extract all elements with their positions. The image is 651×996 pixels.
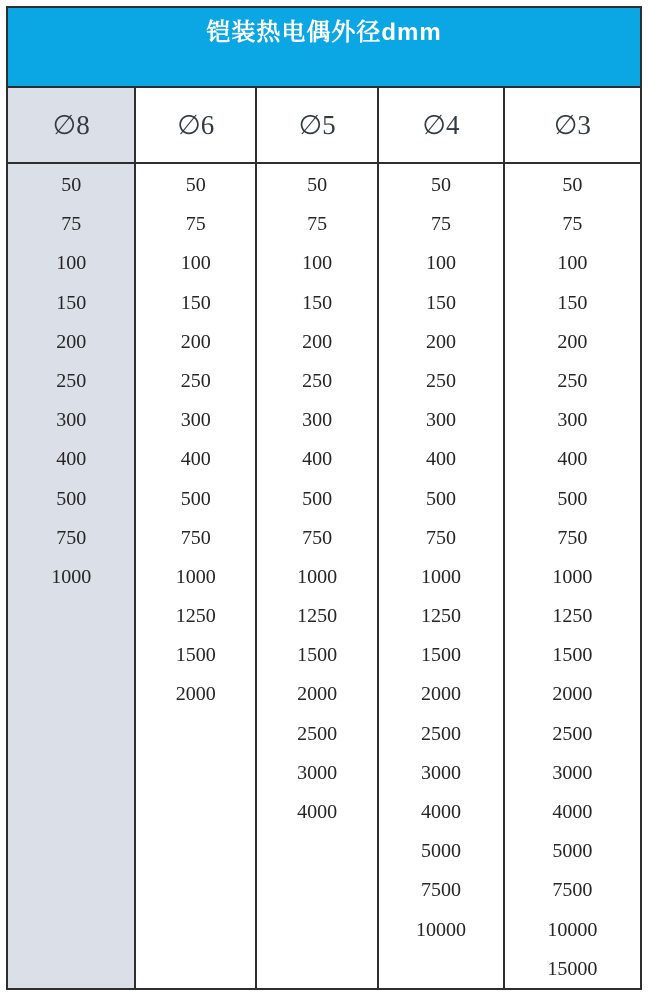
table-cell: 1250 xyxy=(552,605,593,628)
table-cell: 4000 xyxy=(552,801,593,823)
table-column-1 xyxy=(8,88,134,988)
table-cell: 5000 xyxy=(420,840,461,863)
table-cell: 150 xyxy=(302,291,333,314)
table-cell: 250 xyxy=(557,369,588,392)
table-cell: 50 xyxy=(562,174,583,196)
table-cell: 100 xyxy=(302,252,333,275)
table-cell: 300 xyxy=(557,409,588,432)
table-cell: 2500 xyxy=(420,722,461,745)
column-body xyxy=(8,164,134,988)
table-cell: 150 xyxy=(557,291,588,314)
table-cell: 75 xyxy=(430,213,451,236)
table-cell: 100 xyxy=(425,252,456,275)
table-cell: 1000 xyxy=(420,565,461,588)
table-cell: 10000 xyxy=(547,918,598,941)
table-cell: 750 xyxy=(557,526,588,549)
table-cell: 750 xyxy=(425,526,456,549)
table-cell: 4000 xyxy=(420,801,461,823)
table-cell: 100 xyxy=(557,252,588,275)
table-cell: 750 xyxy=(302,526,333,549)
table-cell: 75 xyxy=(185,213,206,236)
column-header: ∅4 xyxy=(379,88,503,164)
table-cell: 150 xyxy=(56,291,87,314)
table-title-band xyxy=(8,8,640,88)
table-cell: 750 xyxy=(180,526,211,549)
column-header: ∅5 xyxy=(257,88,377,164)
column-body xyxy=(505,164,640,989)
thermocouple-diameter-table xyxy=(6,6,642,990)
table-cell: 200 xyxy=(56,330,87,353)
table-cell: 4000 xyxy=(297,801,338,823)
table-column-2 xyxy=(134,88,255,988)
table-cell: 3000 xyxy=(297,761,338,784)
table-cell: 75 xyxy=(307,213,328,236)
table-cell: 300 xyxy=(302,409,333,432)
table-cell: 100 xyxy=(56,252,87,275)
column-header: ∅8 xyxy=(8,88,134,164)
table-column-5 xyxy=(503,88,640,988)
table-cell: 75 xyxy=(61,213,82,236)
table-cell: 3000 xyxy=(420,761,461,784)
table-cell: 250 xyxy=(425,369,456,392)
column-header: ∅6 xyxy=(136,88,255,164)
table-cell: 200 xyxy=(425,330,456,353)
table-cell: 7500 xyxy=(552,879,593,902)
table-cell: 1500 xyxy=(297,644,338,667)
table-cell: 7500 xyxy=(420,879,461,902)
column-header: ∅3 xyxy=(505,88,640,164)
table-cell: 1500 xyxy=(420,644,461,667)
table-column-4 xyxy=(377,88,503,988)
table-cell: 400 xyxy=(180,448,211,471)
table-cell: 750 xyxy=(56,526,87,549)
table-cell: 5000 xyxy=(552,840,593,863)
table-cell: 1250 xyxy=(420,605,461,628)
table-cell: 2000 xyxy=(175,683,216,706)
table-cell: 50 xyxy=(185,174,206,196)
table-cell: 2500 xyxy=(552,722,593,745)
table-cell: 3000 xyxy=(552,761,593,784)
table-cell: 50 xyxy=(61,174,82,196)
table-grid xyxy=(8,88,640,988)
table-cell: 50 xyxy=(307,174,328,196)
table-cell: 500 xyxy=(56,487,87,510)
table-cell: 75 xyxy=(562,213,583,236)
table-cell: 300 xyxy=(425,409,456,432)
table-cell: 1000 xyxy=(51,565,92,588)
table-cell: 500 xyxy=(180,487,211,510)
table-cell: 2000 xyxy=(420,683,461,706)
table-cell: 500 xyxy=(302,487,333,510)
table-cell: 300 xyxy=(56,409,87,432)
table-cell: 1000 xyxy=(175,565,216,588)
table-cell: 400 xyxy=(425,448,456,471)
table-cell: 400 xyxy=(56,448,87,471)
table-cell: 15000 xyxy=(547,957,598,980)
table-cell: 10000 xyxy=(415,918,466,941)
table-cell: 500 xyxy=(557,487,588,510)
table-cell: 200 xyxy=(180,330,211,353)
column-body xyxy=(136,164,255,988)
table-cell: 100 xyxy=(180,252,211,275)
column-body xyxy=(257,164,377,988)
table-cell: 250 xyxy=(302,369,333,392)
table-cell: 50 xyxy=(430,174,451,196)
table-cell: 400 xyxy=(557,448,588,471)
column-body xyxy=(379,164,503,988)
table-cell: 1500 xyxy=(552,644,593,667)
table-cell: 250 xyxy=(56,369,87,392)
table-cell: 1500 xyxy=(175,644,216,667)
table-cell: 400 xyxy=(302,448,333,471)
table-cell: 150 xyxy=(180,291,211,314)
table-cell: 1000 xyxy=(552,565,593,588)
table-cell: 500 xyxy=(425,487,456,510)
table-cell: 300 xyxy=(180,409,211,432)
table-cell: 1250 xyxy=(297,605,338,628)
table-cell: 150 xyxy=(425,291,456,314)
table-title: 铠装热电偶外径dmm xyxy=(206,19,442,46)
table-cell: 200 xyxy=(302,330,333,353)
table-cell: 1000 xyxy=(297,565,338,588)
table-cell: 2000 xyxy=(552,683,593,706)
table-column-3 xyxy=(255,88,377,988)
table-cell: 2000 xyxy=(297,683,338,706)
table-cell: 250 xyxy=(180,369,211,392)
table-cell: 2500 xyxy=(297,722,338,745)
table-cell: 1250 xyxy=(175,605,216,628)
table-cell: 200 xyxy=(557,330,588,353)
